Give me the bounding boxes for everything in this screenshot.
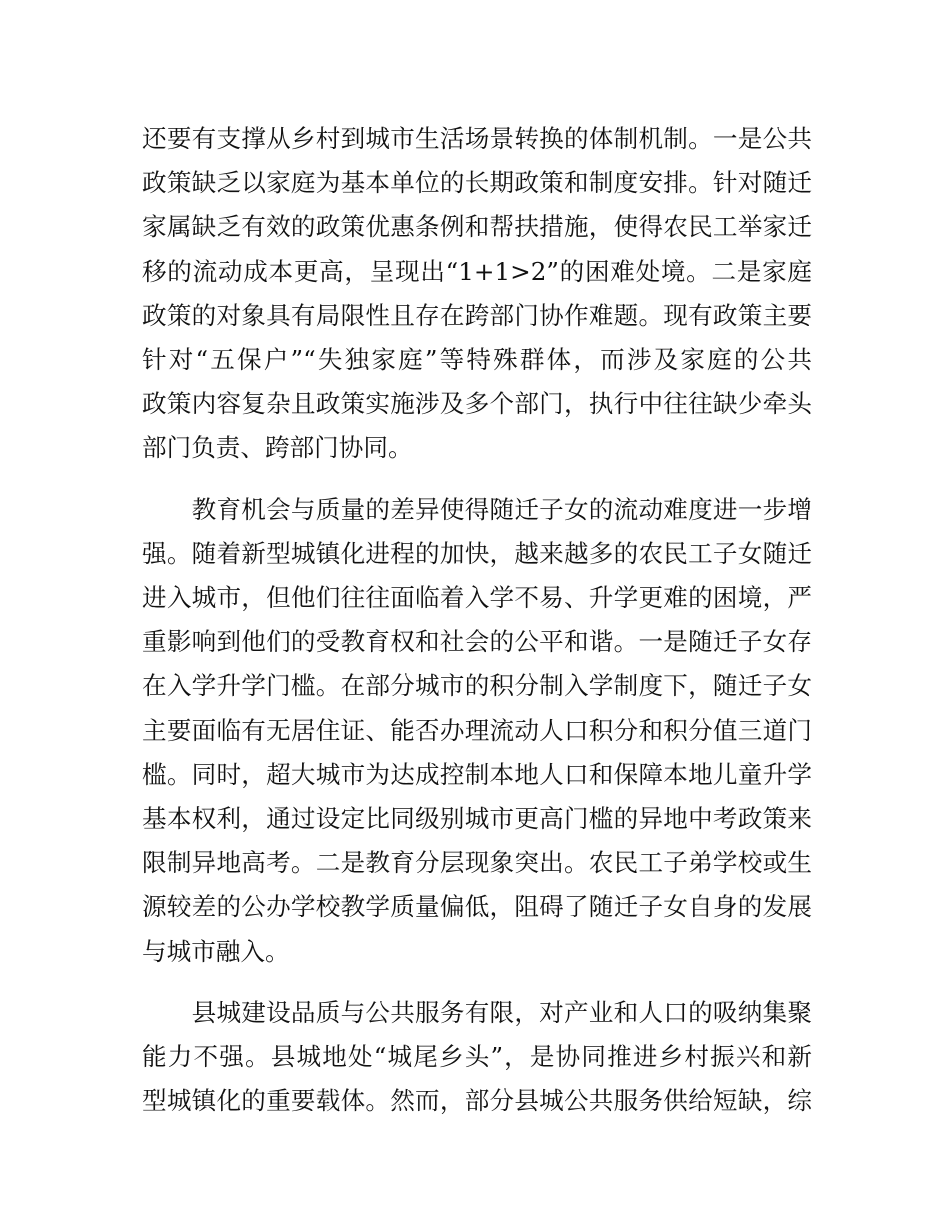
text-line: 与城市融入。 — [142, 936, 290, 966]
text-line: 家属缺乏有效的政策优惠条例和帮扶措施，使得农民工举家迁 — [142, 212, 812, 242]
paragraph-county-town — [142, 991, 812, 1124]
text-line: 在入学升学门槛。在部分城市的积分制入学制度下，随迁子女 — [142, 671, 812, 701]
document-body — [142, 117, 812, 1123]
text-line: 限制异地高考。二是教育分层现象突出。农民工子弟学校或生 — [142, 848, 812, 878]
text-line: 政策的对象具有局限性且存在跨部门协作难题。现有政策主要 — [142, 300, 812, 330]
paragraph-spacer — [142, 974, 812, 991]
text-line: 移的流动成本更高，呈现出“1+1>2”的困难处境。二是家庭 — [142, 256, 812, 286]
text-line: 源较差的公办学校教学质量偏低，阻碍了随迁子女自身的发展 — [142, 892, 812, 922]
text-line: 针对“五保户”“失独家庭”等特殊群体，而涉及家庭的公共 — [142, 345, 812, 375]
text-line: 县城建设品质与公共服务有限，对产业和人口的吸纳集聚 — [142, 997, 812, 1027]
text-line: 能力不强。县城地处“城尾乡头”，是协同推进乡村振兴和新 — [142, 1042, 812, 1072]
text-line: 部门负责、跨部门协同。 — [142, 433, 413, 463]
text-line: 进入城市，但他们往往面临着入学不易、升学更难的困境，严 — [142, 583, 812, 613]
text-line: 教育机会与质量的差异使得随迁子女的流动难度进一步增 — [142, 494, 812, 524]
text-line: 强。随着新型城镇化进程的加快，越来越多的农民工子女随迁 — [142, 538, 812, 568]
text-line: 政策缺乏以家庭为基本单位的长期政策和制度安排。针对随迁 — [142, 168, 812, 198]
paragraph-family-policy — [142, 117, 812, 471]
paragraph-education — [142, 488, 812, 974]
text-line: 还要有支撑从乡村到城市生活场景转换的体制机制。一是公共 — [142, 124, 812, 153]
paragraph-spacer — [142, 471, 812, 488]
text-line: 政策内容复杂且政策实施涉及多个部门，执行中往往缺少牵头 — [142, 389, 812, 419]
text-line: 型城镇化的重要载体。然而，部分县城公共服务供给短缺，综 — [142, 1086, 812, 1116]
text-line: 基本权利，通过设定比同级别城市更高门槛的异地中考政策来 — [142, 804, 812, 834]
text-line: 重影响到他们的受教育权和社会的公平和谐。一是随迁子女存 — [142, 627, 812, 657]
text-line: 槛。同时，超大城市为达成控制本地人口和保障本地儿童升学 — [142, 759, 812, 789]
text-line: 主要面临有无居住证、能否办理流动人口积分和积分值三道门 — [142, 715, 812, 745]
